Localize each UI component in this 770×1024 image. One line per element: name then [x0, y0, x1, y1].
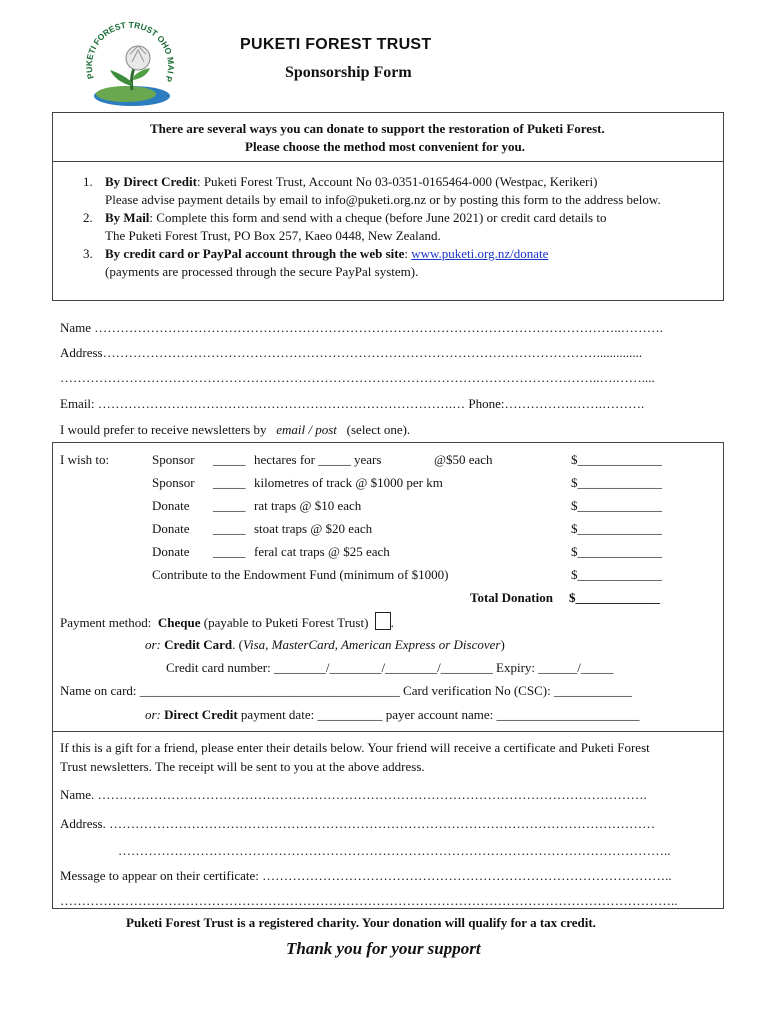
gift-intro-2: Trust newsletters. The receipt will be sent to you at the above address.	[60, 759, 425, 774]
row-3-desc: rat traps @ $10 each	[254, 498, 362, 513]
row-5-verb: Donate	[152, 544, 190, 559]
row-5-desc: feral cat traps @ $25 each	[254, 544, 390, 559]
total-donation-label: Total Donation	[470, 590, 553, 605]
newsletter-preference	[60, 422, 410, 438]
method-2	[105, 210, 606, 226]
cheque-note: (payable to Puketi Forest Trust)	[203, 615, 369, 630]
row-3-verb: Donate	[152, 498, 190, 513]
gift-intro-1: If this is a gift for a friend, please enter their details below. Your friend will receive a certificate and Puketi Forest	[60, 740, 650, 755]
row-1-amount[interactable]: $_____________	[571, 452, 662, 467]
row-5-amount[interactable]: $_____________	[571, 544, 662, 559]
newsletter-pre: I would prefer to receive newsletters by	[60, 422, 267, 437]
row-1-desc: hectares for _____ years	[254, 452, 382, 467]
method-1-text: : Puketi Forest Trust, Account No 03-0351-0165464-000 (Westpac, Kerikeri)	[196, 174, 598, 189]
row-4-blank[interactable]: _____	[213, 521, 246, 536]
newsletter-options[interactable]: email / post	[276, 422, 337, 437]
endowment-amount[interactable]: $_____________	[571, 567, 662, 582]
card-types: Visa, MasterCard, American Express or Discover	[243, 637, 501, 652]
row-1-verb: Sponsor	[152, 452, 195, 467]
name-on-card-field[interactable]: Name on card: ________________________________________ Card verification No (CSC): ____________	[60, 683, 632, 698]
gift-address-field-2[interactable]: ………………………………………………………………………………………………………………..	[118, 843, 671, 858]
row-5-blank[interactable]: _____	[213, 544, 246, 559]
gift-name-field[interactable]: Name. ……………………………………………………………………………………………………………….	[60, 787, 647, 802]
cheque-label: Cheque	[157, 615, 201, 630]
direct-credit-details[interactable]: payment date: __________ payer account name: ______________________	[237, 707, 640, 722]
newsletter-post: (select one).	[346, 422, 411, 437]
donate-link[interactable]: www.puketi.org.nz/donate	[411, 246, 549, 261]
row-4-verb: Donate	[152, 521, 190, 536]
row-4-amount[interactable]: $_____________	[571, 521, 662, 536]
gift-address-field[interactable]: Address. ………………………………………………………………………………………………………………	[60, 816, 656, 831]
form-title: Sponsorship Form	[285, 64, 412, 81]
method-1-num: 1.	[83, 174, 93, 189]
charity-notice: Puketi Forest Trust is a registered charity. Your donation will qualify for a tax credit.	[126, 915, 596, 930]
donor-address-field[interactable]: Address……………………………………………………………………………………………………..............	[60, 345, 643, 360]
row-2-amount[interactable]: $_____________	[571, 475, 662, 490]
row-1-blank[interactable]: _____	[213, 452, 246, 467]
method-2-title: By Mail	[105, 210, 150, 225]
method-3-title: By credit card or PayPal account through the web site	[105, 246, 405, 261]
row-3-blank[interactable]: _____	[213, 498, 246, 513]
intro-line2: Please choose the method most convenient for you.	[245, 139, 525, 154]
direct-credit-line	[145, 707, 640, 723]
method-1-line2: Please advise payment details by email to info@puketi.org.nz or by posting this form to the address below.	[105, 192, 661, 207]
intro-line1: There are several ways you can donate to support the restoration of Puketi Forest.	[150, 121, 605, 136]
row-2-blank[interactable]: _____	[213, 475, 246, 490]
payment-method-line: Payment method: Cheque (payable to Puketi Forest Trust) .	[60, 612, 394, 631]
or-label-1: or:	[145, 637, 161, 652]
method-1-title: By Direct Credit	[105, 174, 197, 189]
method-3-num: 3.	[83, 246, 93, 261]
donor-address-field-2[interactable]: ……………………………………………………………………………………………………………..….……....	[60, 370, 655, 385]
row-1-rate: @$50 each	[434, 452, 493, 467]
credit-card-label[interactable]: Credit Card	[164, 637, 233, 652]
row-4-desc: stoat traps @ $20 each	[254, 521, 373, 536]
org-title: PUKETI FOREST TRUST	[240, 36, 432, 53]
payment-method-label: Payment method:	[60, 615, 152, 630]
method-1	[105, 174, 597, 190]
direct-credit-label[interactable]: Direct Credit	[164, 707, 238, 722]
credit-card-number-field[interactable]: Credit card number: ________/________/________/________ Expiry: ______/_____	[166, 660, 614, 675]
row-3-amount[interactable]: $_____________	[571, 498, 662, 513]
gift-message-field[interactable]: Message to appear on their certificate: …………………………………………………………………………………..	[60, 868, 672, 883]
trust-logo	[80, 20, 180, 115]
wish-label: I wish to:	[60, 452, 110, 467]
method-3-text: :	[404, 246, 412, 261]
gift-message-field-2[interactable]: ……………………………………………………………………………………………………………………………..	[60, 893, 678, 908]
row-2-desc: kilometres of track @ $1000 per km	[254, 475, 443, 490]
endowment-label: Contribute to the Endowment Fund (minimum of $1000)	[152, 567, 449, 582]
cheque-checkbox[interactable]	[375, 612, 391, 630]
row-2-verb: Sponsor	[152, 475, 195, 490]
method-2-line2: The Puketi Forest Trust, PO Box 257, Kaeo 0448, New Zealand.	[105, 228, 441, 243]
method-3	[105, 246, 548, 262]
method-3-line2: (payments are processed through the secure PayPal system).	[105, 264, 419, 279]
total-donation-amount[interactable]: $_____________	[569, 590, 660, 605]
donor-email-phone-field[interactable]: Email: ……………………………………………………………………….… Phone:…………….…….……….	[60, 396, 645, 411]
donor-name-field[interactable]: Name …………………………………………………………………………………………………………..……….	[60, 320, 664, 335]
method-2-num: 2.	[83, 210, 93, 225]
logo-text: PUKETI FOREST TRUST OHO MAI P	[83, 20, 177, 84]
thank-you: Thank you for your support	[286, 939, 481, 958]
credit-card-line: or: Credit Card. (Visa, MasterCard, American Express or Discover)	[145, 637, 505, 652]
method-2-text: : Complete this form and send with a cheque (before June 2021) or credit card details to	[149, 210, 607, 225]
or-label-2: or:	[145, 707, 161, 722]
